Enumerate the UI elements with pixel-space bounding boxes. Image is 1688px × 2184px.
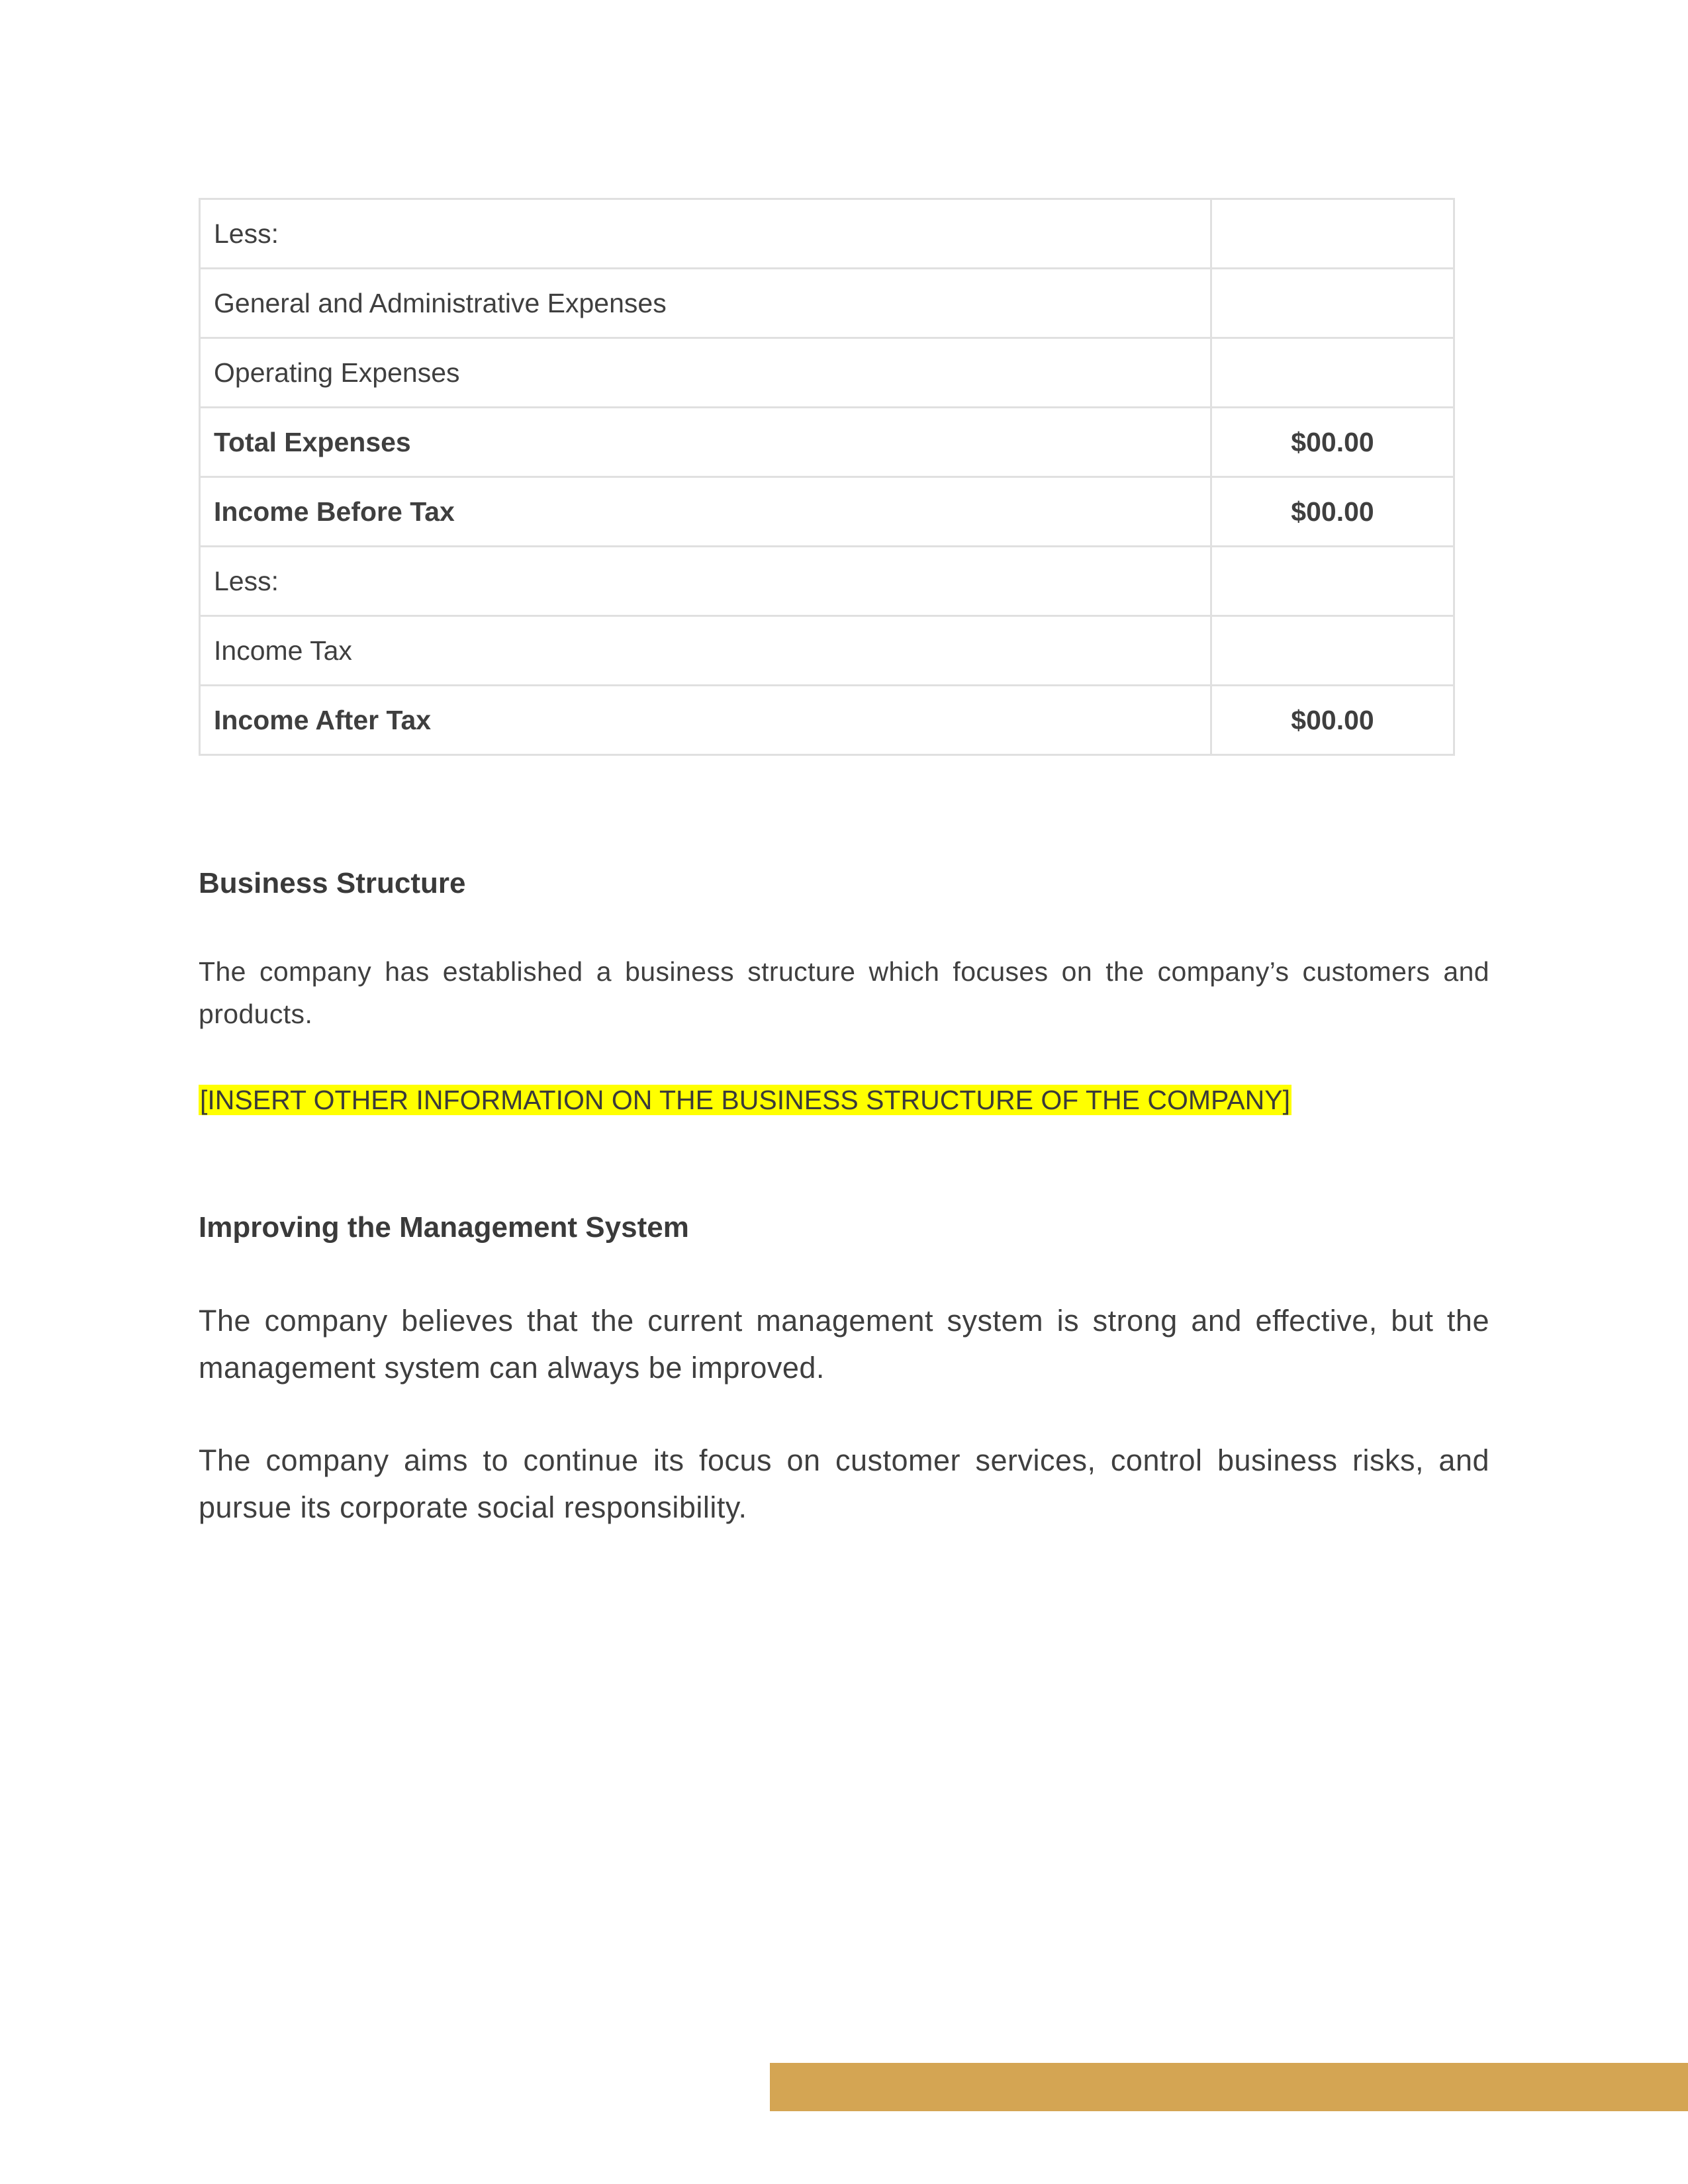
table-row — [200, 199, 1454, 269]
footer-accent-bar — [770, 2063, 1688, 2111]
row-label: Operating Expenses — [200, 338, 1211, 408]
business-structure-heading: Business Structure — [199, 867, 466, 899]
row-amount — [1211, 269, 1454, 338]
row-amount — [1211, 616, 1454, 686]
table-row — [200, 338, 1454, 408]
row-amount: $00.00 — [1211, 686, 1454, 755]
row-amount — [1211, 547, 1454, 616]
management-heading: Improving the Management System — [199, 1211, 689, 1244]
row-amount — [1211, 199, 1454, 269]
table-row — [200, 408, 1454, 477]
income-statement-table — [199, 198, 1455, 756]
table-row — [200, 477, 1454, 547]
row-amount — [1211, 338, 1454, 408]
table-row — [200, 686, 1454, 755]
table-row — [200, 616, 1454, 686]
row-amount: $00.00 — [1211, 477, 1454, 547]
management-paragraph-2: The company aims to continue its focus on customer services, control business risks, and pursue its corporate social responsibility. — [199, 1443, 1489, 1524]
row-label: Income After Tax — [200, 686, 1211, 755]
row-label: Less: — [200, 199, 1211, 269]
row-label: Less: — [200, 547, 1211, 616]
row-amount: $00.00 — [1211, 408, 1454, 477]
row-label: Total Expenses — [200, 408, 1211, 477]
placeholder-highlight: [INSERT OTHER INFORMATION ON THE BUSINESS STRUCTURE OF THE COMPANY] — [200, 1085, 1290, 1115]
business-structure-paragraph: The company has established a business structure which focuses on the company’s customers and products. — [199, 956, 1489, 1029]
business-structure-placeholder — [199, 1081, 1291, 1118]
management-paragraph-1: The company believes that the current management system is strong and effective, but the management system can always be improved. — [199, 1304, 1489, 1385]
row-label: General and Administrative Expenses — [200, 269, 1211, 338]
table-row — [200, 547, 1454, 616]
row-label: Income Before Tax — [200, 477, 1211, 547]
row-label: Income Tax — [200, 616, 1211, 686]
income-statement-body — [200, 199, 1454, 755]
table-row — [200, 269, 1454, 338]
